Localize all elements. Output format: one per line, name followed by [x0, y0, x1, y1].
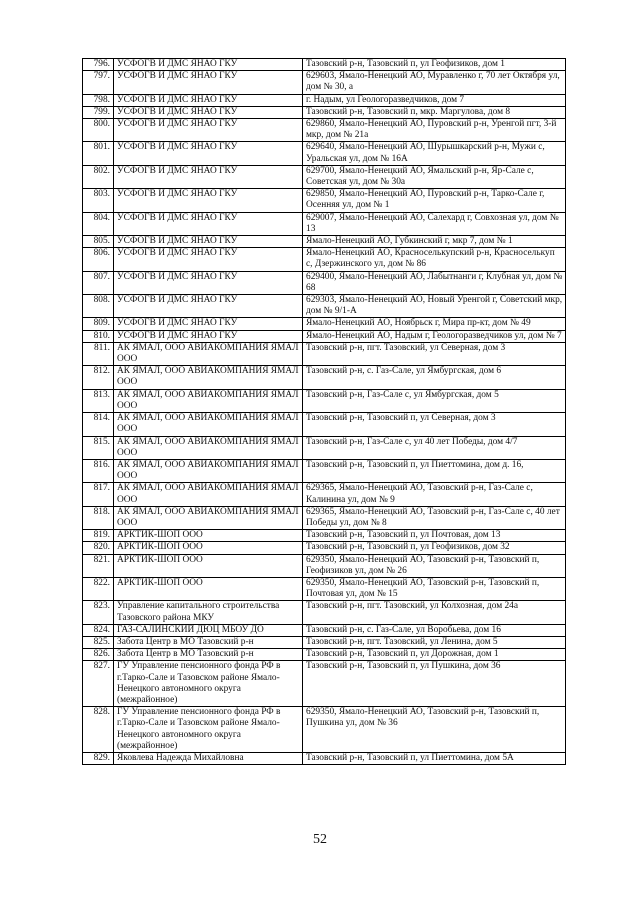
row-number-cell: 825.	[83, 636, 114, 648]
row-number-cell: 796.	[83, 59, 114, 71]
row-number-cell: 821.	[83, 554, 114, 577]
address-cell: 629700, Ямало-Ненецкий АО, Ямальский р-н, Яр-Сале с, Советская ул, дом № 30а	[303, 165, 566, 188]
table-row	[83, 624, 566, 636]
address-cell: 629640, Ямало-Ненецкий АО, Шурышкарский р-н, Мужи с, Уральская ул, дом № 16А	[303, 142, 566, 165]
organization-cell: УСФОГВ И ДМС ЯНАО ГКУ	[114, 142, 303, 165]
table-row	[83, 165, 566, 188]
table-row	[83, 342, 566, 365]
table-row	[83, 752, 566, 764]
address-cell: Тазовский р-н, Тазовский п, ул Пиеттомина, дом 5А	[303, 752, 566, 764]
organization-cell: УСФОГВ И ДМС ЯНАО ГКУ	[114, 119, 303, 142]
row-number-cell: 827.	[83, 661, 114, 707]
table-row	[83, 601, 566, 624]
table-row	[83, 436, 566, 459]
organization-cell: АК ЯМАЛ, ООО АВИАКОМПАНИЯ ЯМАЛ ООО	[114, 342, 303, 365]
row-number-cell: 816.	[83, 459, 114, 482]
organization-cell: УСФОГВ И ДМС ЯНАО ГКУ	[114, 330, 303, 342]
organization-cell: ГУ Управление пенсионного фонда РФ в г.Тарко-Сале и Тазовском районе Ямало-Ненецкого автономного округа (межрайонное)	[114, 661, 303, 707]
address-cell: Тазовский р-н, Тазовский п, ул Пиеттомина, дом д. 16,	[303, 459, 566, 482]
address-cell: Ямало-Ненецкий АО, Губкинский г, мкр 7, дом № 1	[303, 236, 566, 248]
table-row	[83, 318, 566, 330]
row-number-cell: 812.	[83, 366, 114, 389]
table-row	[83, 707, 566, 753]
row-number-cell: 828.	[83, 707, 114, 753]
organization-cell: АК ЯМАЛ, ООО АВИАКОМПАНИЯ ЯМАЛ ООО	[114, 413, 303, 436]
organization-cell: АРКТИК-ШОП ООО	[114, 554, 303, 577]
address-cell: Тазовский р-н, пгт. Тазовский, ул Колхозная, дом 24а	[303, 601, 566, 624]
table-row	[83, 506, 566, 529]
organization-cell: АК ЯМАЛ, ООО АВИАКОМПАНИЯ ЯМАЛ ООО	[114, 389, 303, 412]
address-cell: 629350, Ямало-Ненецкий АО, Тазовский р-н, Тазовский п, Пушкина ул, дом № 36	[303, 707, 566, 753]
organization-cell: УСФОГВ И ДМС ЯНАО ГКУ	[114, 189, 303, 212]
address-cell: г. Надым, ул Геологоразведчиков, дом 7	[303, 94, 566, 106]
address-cell: 629400, Ямало-Ненецкий АО, Лабытнанги г, Клубная ул, дом № 68	[303, 271, 566, 294]
organization-cell: АК ЯМАЛ, ООО АВИАКОМПАНИЯ ЯМАЛ ООО	[114, 366, 303, 389]
row-number-cell: 801.	[83, 142, 114, 165]
organization-cell: УСФОГВ И ДМС ЯНАО ГКУ	[114, 248, 303, 271]
address-cell: Тазовский р-н, Тазовский п, ул Пушкина, дом 36	[303, 661, 566, 707]
address-cell: 629365, Ямало-Ненецкий АО, Тазовский р-н, Газ-Сале с, 40 лет Победы ул, дом № 8	[303, 506, 566, 529]
address-cell: Тазовский р-н, Тазовский п, ул Геофизиков, дом 1	[303, 59, 566, 71]
table-row	[83, 142, 566, 165]
row-number-cell: 826.	[83, 649, 114, 661]
address-cell: Тазовский р-н, Тазовский п, ул Дорожная, дом 1	[303, 649, 566, 661]
address-cell: Тазовский р-н, Газ-Сале с, ул Ямбургская, дом 5	[303, 389, 566, 412]
address-cell: 629350, Ямало-Ненецкий АО, Тазовский р-н, Тазовский п, Почтовая ул, дом № 15	[303, 577, 566, 600]
row-number-cell: 808.	[83, 295, 114, 318]
row-number-cell: 798.	[83, 94, 114, 106]
table-row	[83, 212, 566, 235]
address-cell: 629350, Ямало-Ненецкий АО, Тазовский р-н, Тазовский п, Геофизиков ул, дом № 26	[303, 554, 566, 577]
row-number-cell: 807.	[83, 271, 114, 294]
organization-cell: УСФОГВ И ДМС ЯНАО ГКУ	[114, 94, 303, 106]
address-cell: Тазовский р-н, Тазовский п, ул Геофизиков, дом 32	[303, 542, 566, 554]
address-cell: Ямало-Ненецкий АО, Надым г, Геологоразведчиков ул, дом № 7	[303, 330, 566, 342]
address-cell: 629007, Ямало-Ненецкий АО, Салехард г, Совхозная ул, дом № 13	[303, 212, 566, 235]
table-row	[83, 661, 566, 707]
organization-cell: УСФОГВ И ДМС ЯНАО ГКУ	[114, 271, 303, 294]
row-number-cell: 814.	[83, 413, 114, 436]
organization-cell: АРКТИК-ШОП ООО	[114, 577, 303, 600]
table-row	[83, 459, 566, 482]
organization-cell: УСФОГВ И ДМС ЯНАО ГКУ	[114, 106, 303, 118]
table-row	[83, 119, 566, 142]
row-number-cell: 824.	[83, 624, 114, 636]
row-number-cell: 802.	[83, 165, 114, 188]
registry-table-body	[83, 59, 566, 765]
organization-cell: Забота Центр в МО Тазовский р-н	[114, 636, 303, 648]
organization-cell: АК ЯМАЛ, ООО АВИАКОМПАНИЯ ЯМАЛ ООО	[114, 483, 303, 506]
address-cell: 629365, Ямало-Ненецкий АО, Тазовский р-н, Газ-Сале с, Калинина ул, дом № 9	[303, 483, 566, 506]
table-row	[83, 366, 566, 389]
table-row	[83, 636, 566, 648]
address-cell: Тазовский р-н, с. Газ-Сале, ул Воробьева, дом 16	[303, 624, 566, 636]
organization-cell: УСФОГВ И ДМС ЯНАО ГКУ	[114, 59, 303, 71]
organization-cell: УСФОГВ И ДМС ЯНАО ГКУ	[114, 71, 303, 94]
organization-cell: АК ЯМАЛ, ООО АВИАКОМПАНИЯ ЯМАЛ ООО	[114, 506, 303, 529]
organization-cell: ГАЗ-САЛИНСКИЙ ДЮЦ МБОУ ДО	[114, 624, 303, 636]
table-row	[83, 271, 566, 294]
row-number-cell: 809.	[83, 318, 114, 330]
row-number-cell: 820.	[83, 542, 114, 554]
row-number-cell: 803.	[83, 189, 114, 212]
address-cell: 629603, Ямало-Ненецкий АО, Муравленко г, 70 лет Октября ул, дом № 30, а	[303, 71, 566, 94]
table-row	[83, 248, 566, 271]
row-number-cell: 815.	[83, 436, 114, 459]
row-number-cell: 829.	[83, 752, 114, 764]
table-row	[83, 295, 566, 318]
row-number-cell: 819.	[83, 530, 114, 542]
row-number-cell: 799.	[83, 106, 114, 118]
table-row	[83, 577, 566, 600]
row-number-cell: 805.	[83, 236, 114, 248]
organization-cell: ГУ Управление пенсионного фонда РФ в г.Тарко-Сале и Тазовском районе Ямало-Ненецкого автономного округа (межрайонное)	[114, 707, 303, 753]
address-cell: Тазовский р-н, пгт. Тазовский, ул Ленина, дом 5	[303, 636, 566, 648]
organization-cell: АК ЯМАЛ, ООО АВИАКОМПАНИЯ ЯМАЛ ООО	[114, 459, 303, 482]
table-row	[83, 330, 566, 342]
organization-cell: Управление капитального строительства Тазовского района МКУ	[114, 601, 303, 624]
row-number-cell: 823.	[83, 601, 114, 624]
row-number-cell: 806.	[83, 248, 114, 271]
row-number-cell: 804.	[83, 212, 114, 235]
page-number: 52	[313, 832, 327, 847]
organization-cell: УСФОГВ И ДМС ЯНАО ГКУ	[114, 165, 303, 188]
table-row	[83, 189, 566, 212]
table-row	[83, 413, 566, 436]
table-row	[83, 236, 566, 248]
address-cell: Тазовский р-н, Тазовский п, ул Почтовая, дом 13	[303, 530, 566, 542]
address-cell: 629860, Ямало-Ненецкий АО, Пуровский р-н, Уренгой пгт, 3-й мкр, дом № 21а	[303, 119, 566, 142]
address-cell: Тазовский р-н, Газ-Сале с, ул 40 лет Победы, дом 4/7	[303, 436, 566, 459]
address-cell: Тазовский р-н, с. Газ-Сале, ул Ямбургская, дом 6	[303, 366, 566, 389]
row-number-cell: 818.	[83, 506, 114, 529]
table-row	[83, 59, 566, 71]
organization-cell: Забота Центр в МО Тазовский р-н	[114, 649, 303, 661]
organization-cell: АРКТИК-ШОП ООО	[114, 530, 303, 542]
table-row	[83, 554, 566, 577]
table-row	[83, 71, 566, 94]
address-cell: Ямало-Ненецкий АО, Красноселькупский р-н, Красноселькуп с, Дзержинского ул, дом № 86	[303, 248, 566, 271]
address-cell: Тазовский р-н, Тазовский п, мкр. Маргулова, дом 8	[303, 106, 566, 118]
table-row	[83, 530, 566, 542]
organization-cell: УСФОГВ И ДМС ЯНАО ГКУ	[114, 318, 303, 330]
organization-cell: УСФОГВ И ДМС ЯНАО ГКУ	[114, 236, 303, 248]
organization-cell: УСФОГВ И ДМС ЯНАО ГКУ	[114, 295, 303, 318]
row-number-cell: 817.	[83, 483, 114, 506]
row-number-cell: 813.	[83, 389, 114, 412]
address-cell: 629850, Ямало-Ненецкий АО, Пуровский р-н, Тарко-Сале г, Осенняя ул, дом № 1	[303, 189, 566, 212]
address-cell: 629303, Ямало-Ненецкий АО, Новый Уренгой г, Советский мкр, дом № 9/1-А	[303, 295, 566, 318]
organization-cell: АРКТИК-ШОП ООО	[114, 542, 303, 554]
table-row	[83, 106, 566, 118]
organization-cell: Яковлева Надежда Михайловна	[114, 752, 303, 764]
registry-table-container	[82, 58, 565, 765]
table-row	[83, 389, 566, 412]
row-number-cell: 822.	[83, 577, 114, 600]
table-row	[83, 542, 566, 554]
table-row	[83, 483, 566, 506]
registry-table	[82, 58, 566, 765]
table-row	[83, 649, 566, 661]
row-number-cell: 810.	[83, 330, 114, 342]
row-number-cell: 797.	[83, 71, 114, 94]
address-cell: Ямало-Ненецкий АО, Ноябрьск г, Мира пр-кт, дом № 49	[303, 318, 566, 330]
row-number-cell: 800.	[83, 119, 114, 142]
table-row	[83, 94, 566, 106]
row-number-cell: 811.	[83, 342, 114, 365]
address-cell: Тазовский р-н, пгт. Тазовский, ул Северная, дом 3	[303, 342, 566, 365]
address-cell: Тазовский р-н, Тазовский п, ул Северная, дом 3	[303, 413, 566, 436]
organization-cell: АК ЯМАЛ, ООО АВИАКОМПАНИЯ ЯМАЛ ООО	[114, 436, 303, 459]
organization-cell: УСФОГВ И ДМС ЯНАО ГКУ	[114, 212, 303, 235]
